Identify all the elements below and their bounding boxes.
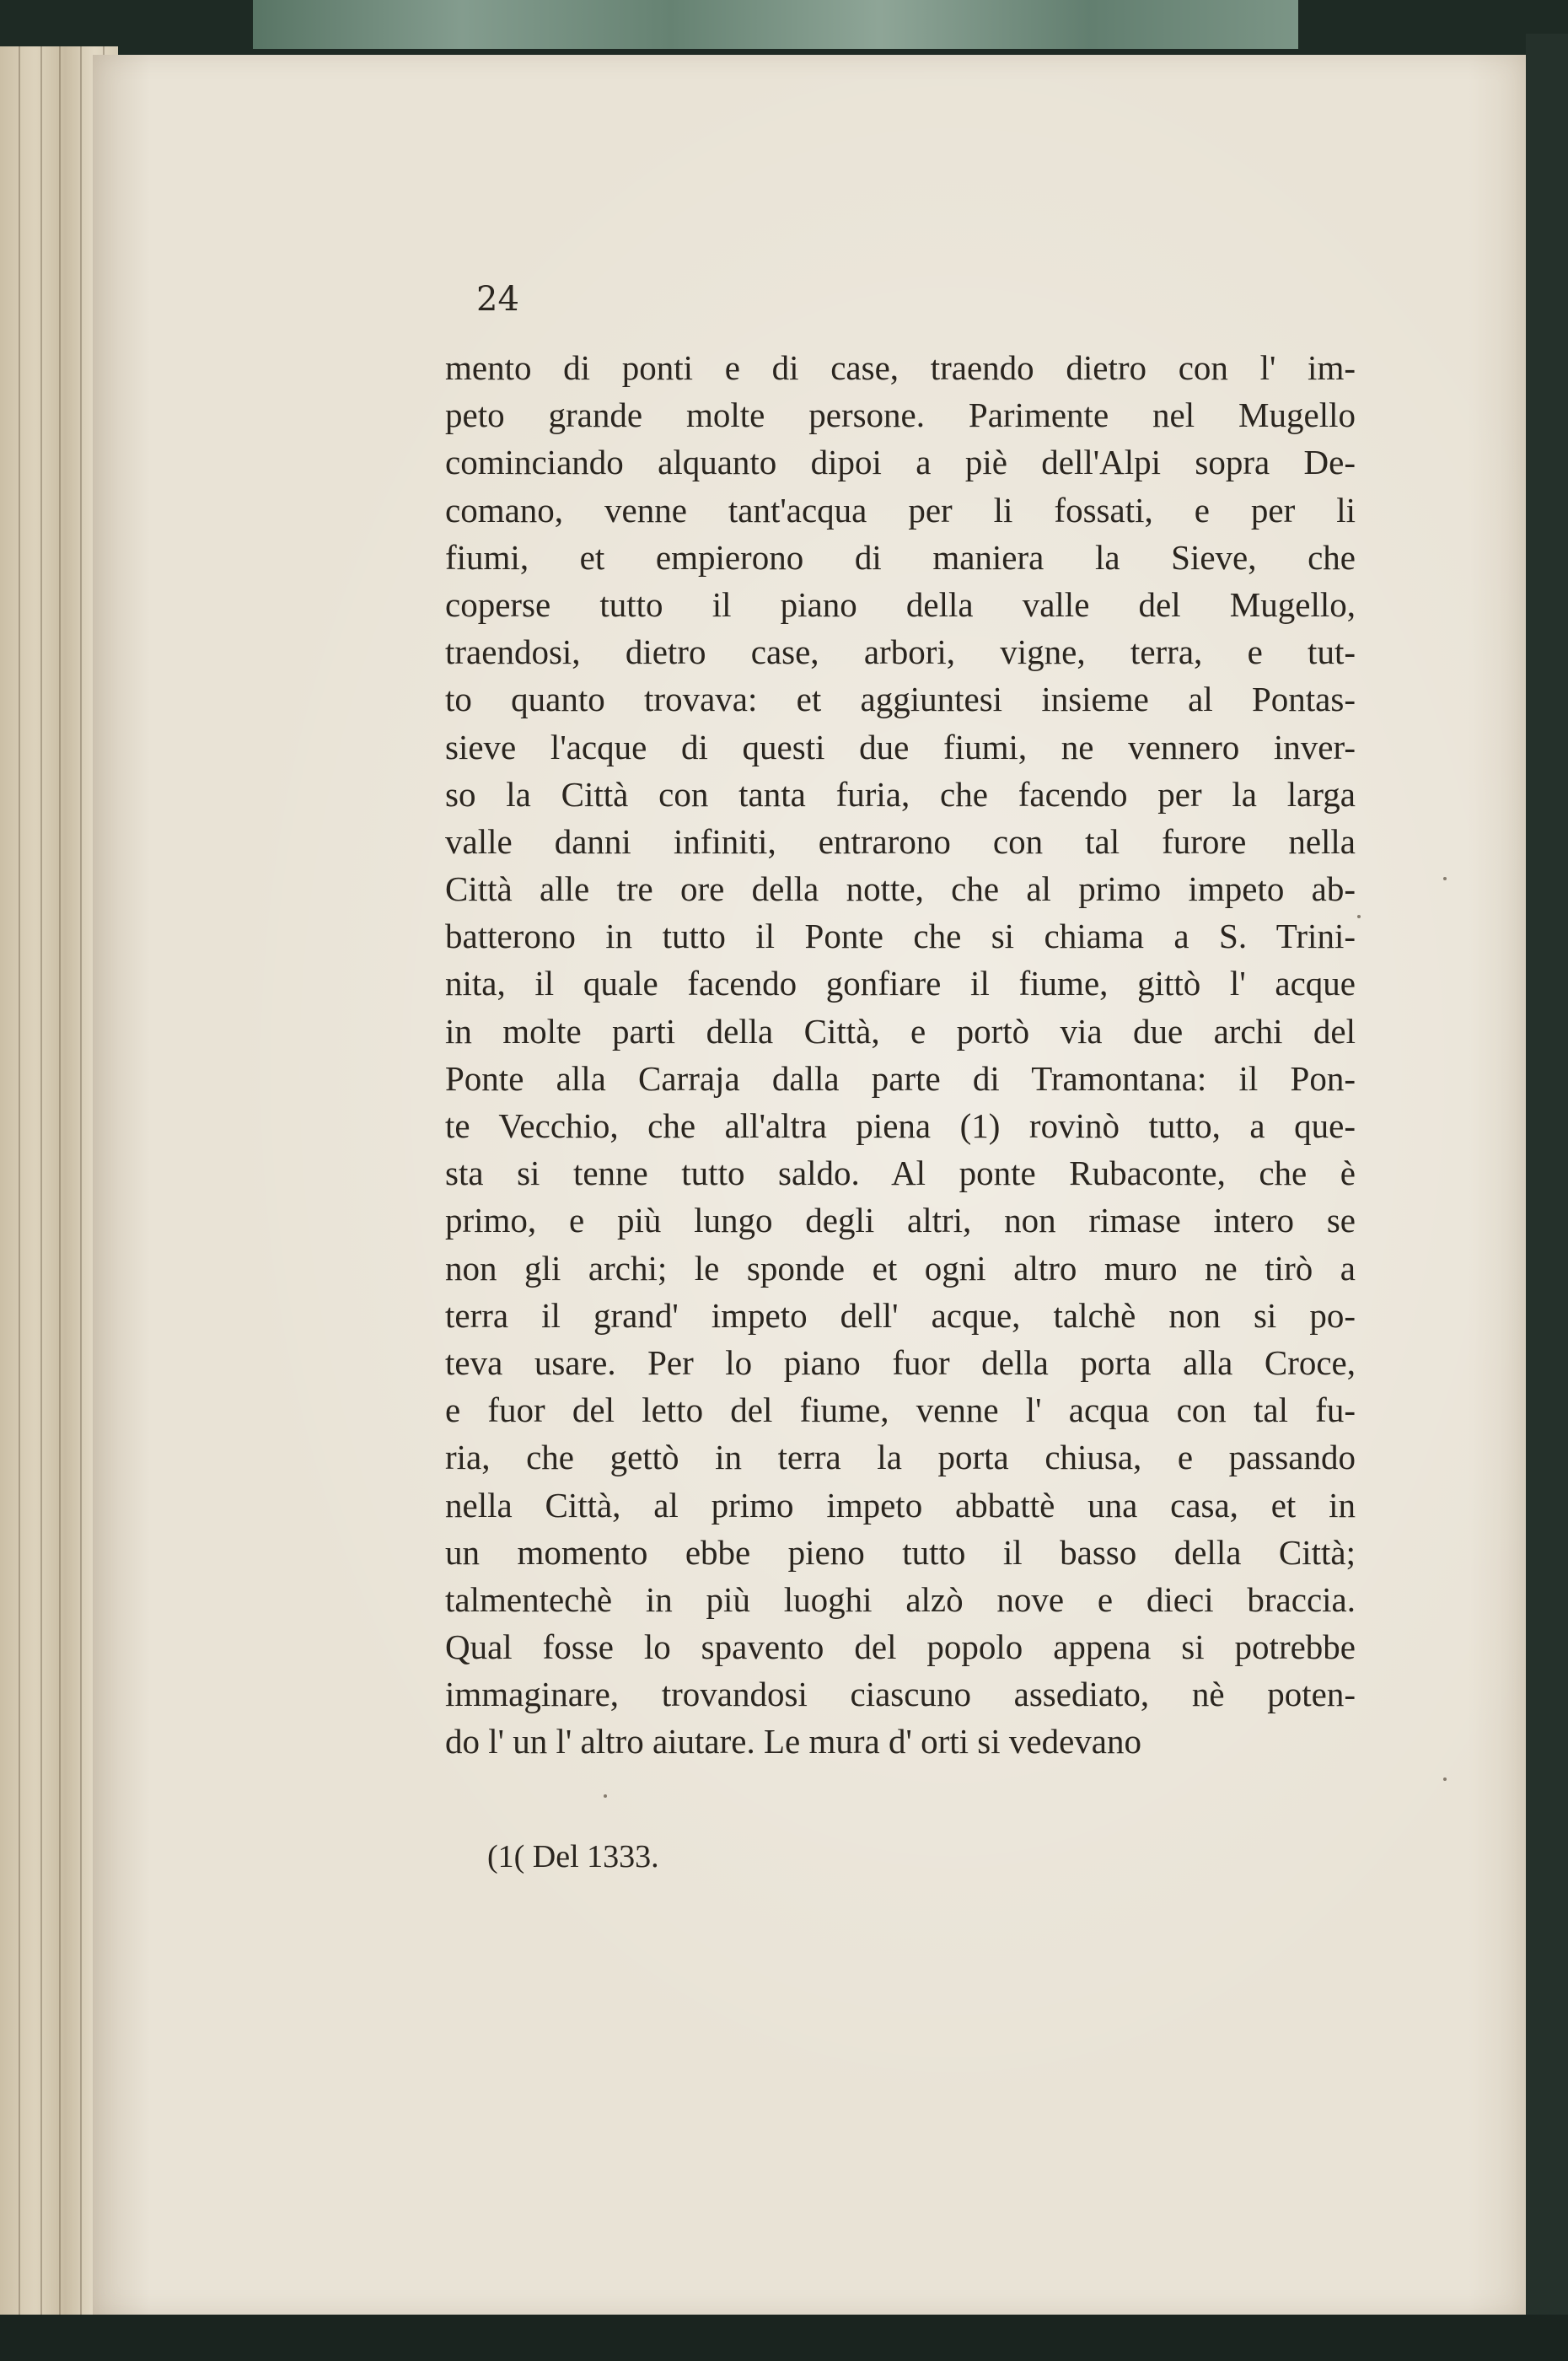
text-line: teva usare. Per lo piano fuor della porta alla Croce,	[445, 1342, 1356, 1382]
text-line: terra il grand' impeto dell' acque, talchè non si po-	[445, 1295, 1356, 1335]
text-line: nita, il quale facendo gonfiare il fiume, gittò l' acque	[445, 964, 1356, 1003]
cover-binding-strip	[253, 0, 1298, 49]
paper-speck	[1443, 877, 1447, 880]
text-line: peto grande molte persone. Parimente nel Mugello	[445, 395, 1356, 435]
text-line: un momento ebbe pieno tutto il basso della Città;	[445, 1532, 1356, 1572]
text-line: nella Città, al primo impeto abbattè una casa, et in	[445, 1485, 1356, 1525]
text-line: fiumi, et empierono di maniera la Sieve, che	[445, 537, 1356, 577]
text-line: coperse tutto il piano della valle del Mugello,	[445, 584, 1356, 624]
text-line: sieve l'acque di questi due fiumi, ne vennero inver-	[445, 727, 1356, 766]
text-line: mento di ponti e di case, traendo dietro con l' im-	[445, 348, 1356, 387]
page-edge-line	[40, 46, 42, 2315]
text-line: e fuor del letto del fiume, venne l' acqua con tal fu-	[445, 1390, 1356, 1430]
page-number: 24	[476, 280, 519, 319]
paper-speck	[1357, 915, 1361, 918]
footnote: (1( Del 1333.	[487, 1839, 659, 1874]
page-edge-line	[59, 46, 61, 2315]
page-edge-line	[80, 46, 82, 2315]
text-line: in molte parti della Città, e portò via due archi del	[445, 1011, 1356, 1051]
text-line: non gli archi; le sponde et ogni altro muro ne tirò a	[445, 1248, 1356, 1288]
text-line: comano, venne tant'acqua per li fossati, e per li	[445, 490, 1356, 530]
body-text	[445, 344, 1356, 1766]
paper-speck	[604, 1794, 607, 1798]
text-line: sta si tenne tutto saldo. Al ponte Rubaconte, che è	[445, 1154, 1356, 1193]
text-line: Città alle tre ore della notte, che al primo impeto ab-	[445, 869, 1356, 909]
text-line: te Vecchio, che all'altra piena (1) rovinò tutto, a que-	[445, 1106, 1356, 1145]
page-edge-line	[19, 46, 20, 2315]
text-line: traendosi, dietro case, arbori, vigne, terra, e tut-	[445, 632, 1356, 672]
text-line: batterono in tutto il Ponte che si chiama a S. Trini-	[445, 917, 1356, 956]
text-line: primo, e più lungo degli altri, non rimase intero se	[445, 1201, 1356, 1240]
text-line: immaginare, trovandosi ciascuno assediato, nè poten-	[445, 1675, 1356, 1714]
text-line: do l' un l' altro aiutare. Le mura d' orti si vedevano	[445, 1722, 1141, 1761]
text-line: talmentechè in più luoghi alzò nove e dieci braccia.	[445, 1579, 1356, 1619]
text-line: so la Città con tanta furia, che facendo per la larga	[445, 774, 1356, 814]
text-line: Qual fosse lo spavento del popolo appena si potrebbe	[445, 1627, 1356, 1667]
text-line: to quanto trovava: et aggiuntesi insieme al Pontas-	[445, 680, 1356, 719]
text-line: valle danni infiniti, entrarono con tal furore nella	[445, 821, 1356, 861]
text-line: ria, che gettò in terra la porta chiusa, e passando	[445, 1438, 1356, 1477]
text-line: cominciando alquanto dipoi a piè dell'Alpi sopra De-	[445, 443, 1356, 482]
right-cover-board	[1526, 34, 1568, 2336]
paper-speck	[1443, 1777, 1447, 1781]
text-line: Ponte alla Carraja dalla parte di Tramontana: il Pon-	[445, 1058, 1356, 1098]
bottom-cover-board	[0, 2315, 1568, 2361]
